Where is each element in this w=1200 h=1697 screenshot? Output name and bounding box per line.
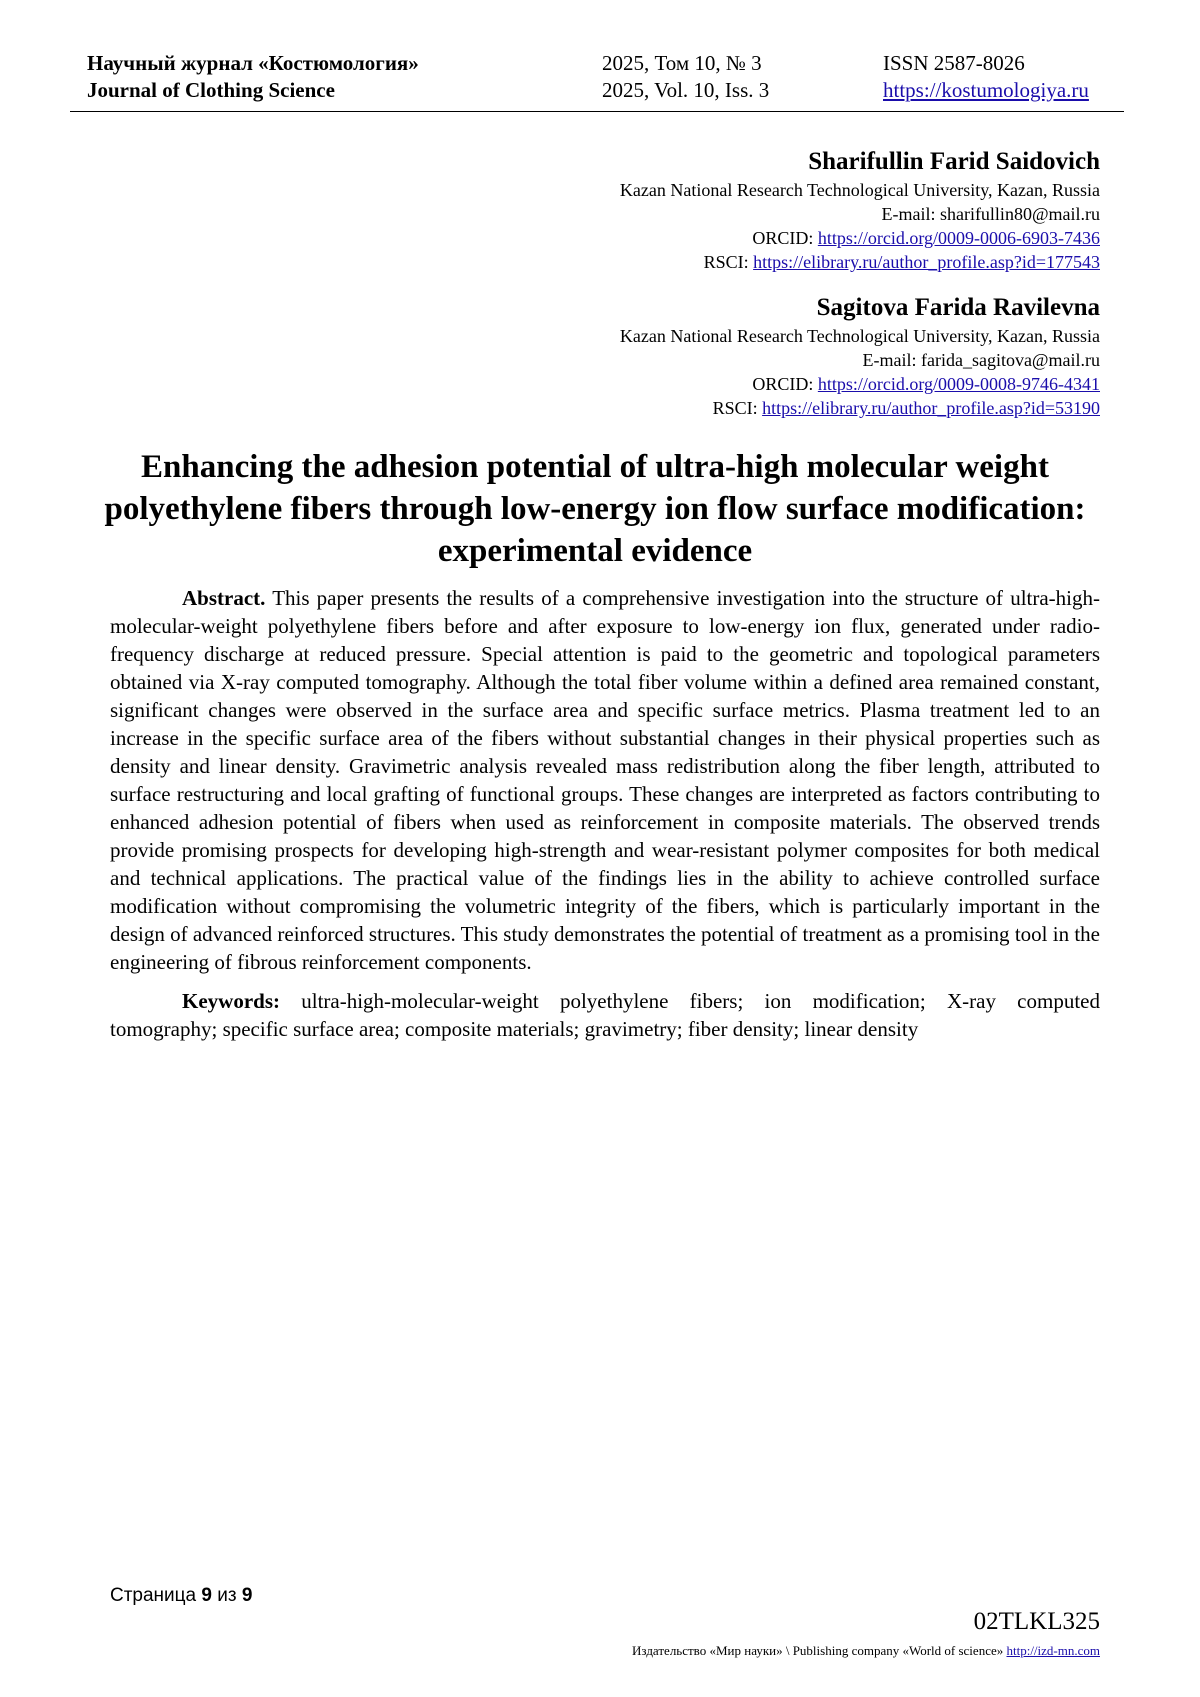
abstract-section <box>110 584 1100 1043</box>
journal-name-ru: Научный журнал «Костюмология» <box>87 51 419 75</box>
keywords-paragraph <box>110 987 1100 1043</box>
keywords-label: Keywords: <box>182 989 280 1013</box>
journal-website-link[interactable]: https://kostumologiya.ru <box>883 78 1089 102</box>
rsci-link[interactable]: https://elibrary.ru/author_profile.asp?id=177543 <box>753 252 1100 272</box>
abstract-label: Abstract. <box>182 586 266 610</box>
rsci-label: RSCI: <box>712 398 758 418</box>
journal-name-block <box>87 50 419 104</box>
author-affiliation: Kazan National Research Technological University, Kazan, Russia <box>619 180 1100 200</box>
author-email: E-mail: farida_sagitova@mail.ru <box>862 350 1100 370</box>
abstract-text: This paper presents the results of a comprehensive investigation into the structure of ultra-high-molecular-weight polyethylene fibers before and after exposure to low-energy ion flux, generated under radio-frequency discharge at reduced pressure. Special attention is paid to the geometric and topological parameters obtained via X-ray computed tomography. Although the total fiber volume within a defined area remained constant, significant changes were observed in the surface area and specific surface metrics. Plasma treatment led to an increase in the specific surface area of the fibers without substantial changes in their physical properties such as density and linear density. Gravimetric analysis revealed mass redistribution along the fiber length, attributed to surface restructuring and local grafting of functional groups. These changes are interpreted as factors contributing to enhanced adhesion potential of fibers when used as reinforcement in composite materials. The observed trends provide promising prospects for developing high-strength and wear-resistant polymer composites for both medical and technical applications. The practical value of the findings lies in the ability to achieve controlled surface modification without compromising the volumetric integrity of the fibers, which is particularly important in the design of advanced reinforced structures. This study demonstrates the potential of treatment as a promising tool in the engineering of fibrous reinforcement components. <box>110 586 1100 974</box>
issue-ru: 2025, Том 10, № 3 <box>602 51 762 75</box>
issue-en: 2025, Vol. 10, Iss. 3 <box>602 78 770 102</box>
authors-block <box>400 146 1100 438</box>
author-affiliation: Kazan National Research Technological University, Kazan, Russia <box>619 326 1100 346</box>
author-name: Sagitova Farida Ravilevna <box>816 294 1100 321</box>
orcid-label: ORCID: <box>752 374 814 394</box>
abstract-paragraph <box>110 584 1100 976</box>
publisher-link[interactable]: http://izd-mn.com <box>1006 1643 1100 1658</box>
author-2 <box>400 292 1100 420</box>
rsci-link[interactable]: https://elibrary.ru/author_profile.asp?id=53190 <box>762 398 1100 418</box>
issn-block <box>883 50 1089 104</box>
orcid-link[interactable]: https://orcid.org/0009-0008-9746-4341 <box>817 374 1100 394</box>
page-number: Страница 9 из 9 <box>110 1585 253 1606</box>
journal-header <box>87 50 1123 112</box>
author-name: Sharifullin Farid Saidovich <box>808 148 1100 175</box>
issn: ISSN 2587-8026 <box>883 51 1025 75</box>
paper-title: Enhancing the adhesion potential of ultra-high molecular weight polyethylene fibers through low-energy ion flow surface modification: experimental evidence <box>104 449 1086 569</box>
issue-block <box>602 50 769 104</box>
author-email: E-mail: sharifullin80@mail.ru <box>881 204 1100 224</box>
article-code: 02TLKL325 <box>973 1608 1100 1635</box>
journal-name-en: Journal of Clothing Science <box>87 78 335 102</box>
orcid-link[interactable]: https://orcid.org/0009-0006-6903-7436 <box>817 228 1100 248</box>
author-1 <box>400 146 1100 274</box>
rsci-label: RSCI: <box>703 252 749 272</box>
keywords-text: ultra-high-molecular-weight polyethylene fibers; ion modification; X-ray computed tomography; specific surface area; composite materials; gravimetry; fiber density; linear density <box>110 989 1100 1041</box>
publisher-name: Издательство «Мир науки» \ Publishing company «World of science» <box>632 1643 1004 1658</box>
orcid-label: ORCID: <box>752 228 814 248</box>
publisher-line <box>632 1643 1100 1659</box>
header-divider <box>70 111 1124 112</box>
